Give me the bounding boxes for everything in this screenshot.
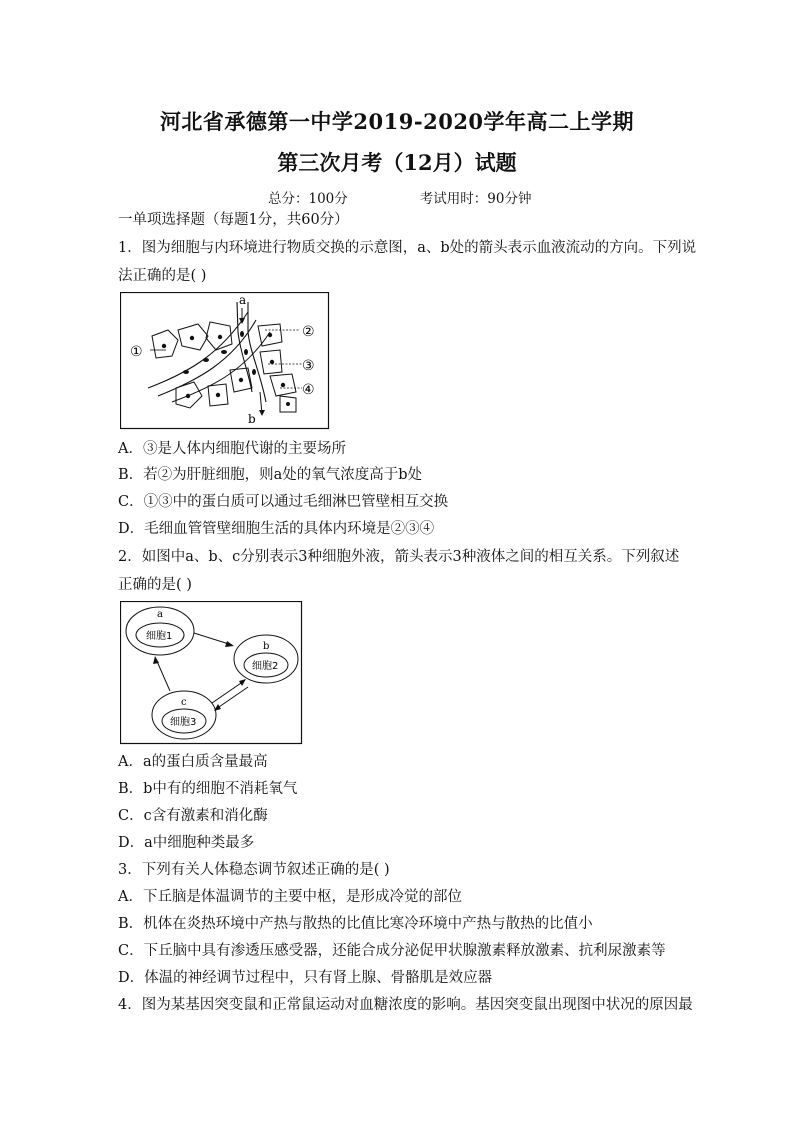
q3-stem: 3．下列有关人体稳态调节叙述正确的是( ) xyxy=(118,862,390,878)
cell2-label: 细胞2 xyxy=(252,661,279,672)
q1-option-d: D．毛细血管管壁细胞生活的具体内环境是②③④ xyxy=(118,521,435,537)
q2-option-b: B．b中有的细胞不消耗氧气 xyxy=(118,781,298,797)
q3-option-d: D．体温的神经调节过程中，只有肾上腺、骨骼肌是效应器 xyxy=(118,970,493,986)
q1-option-b: B．若②为肝脏细胞，则a处的氧气浓度高于b处 xyxy=(118,467,423,483)
q3-option-a: A．下丘脑是体温调节的主要中枢，是形成冷觉的部位 xyxy=(118,889,462,905)
q3-option-b: B．机体在炎热环境中产热与散热的比值比寒冷环境中产热与散热的比值小 xyxy=(118,916,593,932)
exam-title-line1: 河北省承德第一中学2019-2020学年高二上学期 xyxy=(159,109,635,134)
capillary-tissue-diagram xyxy=(120,292,330,430)
fluid-b-label: b xyxy=(263,641,270,652)
q2-stem-line2: 正确的是( ) xyxy=(118,577,192,593)
label-4: ④ xyxy=(302,382,315,398)
exam-title-line2: 第三次月考（12月）试题 xyxy=(277,150,517,175)
cell1-label: 细胞1 xyxy=(146,631,173,642)
fluid-c-label: c xyxy=(181,697,187,708)
label-a: a xyxy=(239,293,247,307)
q4-stem: 4．图为某基因突变鼠和正常鼠运动对血糖浓度的影响。基因突变鼠出现图中状况的原因最 xyxy=(118,997,693,1013)
q1-stem-line2: 法正确的是( ) xyxy=(118,268,207,284)
q2-option-c: C．c含有激素和消化酶 xyxy=(118,808,268,824)
q2-figure xyxy=(120,601,304,745)
q3-option-c: C．下丘脑中具有渗透压感受器，还能合成分泌促甲状腺激素释放激素、抗利尿激素等 xyxy=(118,943,666,959)
fluid-a-label: a xyxy=(157,609,163,620)
q1-figure xyxy=(120,292,330,430)
total-score: 总分：100分 xyxy=(268,191,348,207)
section-heading: 一单项选择题（每题1分，共60分） xyxy=(118,212,349,228)
q1-option-a: A．③是人体内细胞代谢的主要场所 xyxy=(118,441,346,457)
exam-time: 考试用时：90分钟 xyxy=(419,191,532,207)
q2-stem-line1: 2．如图中a、b、c分别表示3种细胞外液，箭头表示3种液体之间的相互关系。下列叙述 xyxy=(118,549,680,565)
label-3: ③ xyxy=(302,358,315,374)
q1-option-c: C．①③中的蛋白质可以通过毛细淋巴管壁相互交换 xyxy=(118,494,449,510)
q1-stem-line1: 1．图为细胞与内环境进行物质交换的示意图，a、b处的箭头表示血液流动的方向。下列说 xyxy=(118,240,697,256)
label-1: ① xyxy=(130,344,143,360)
exam-meta xyxy=(268,187,531,207)
label-b: b xyxy=(248,412,256,426)
q2-option-a: A．a的蛋白质含量最高 xyxy=(118,754,268,770)
extracellular-fluid-diagram xyxy=(120,601,304,745)
q2-option-d: D．a中细胞种类最多 xyxy=(118,835,255,851)
cell3-label: 细胞3 xyxy=(170,717,197,728)
label-2: ② xyxy=(302,324,315,340)
